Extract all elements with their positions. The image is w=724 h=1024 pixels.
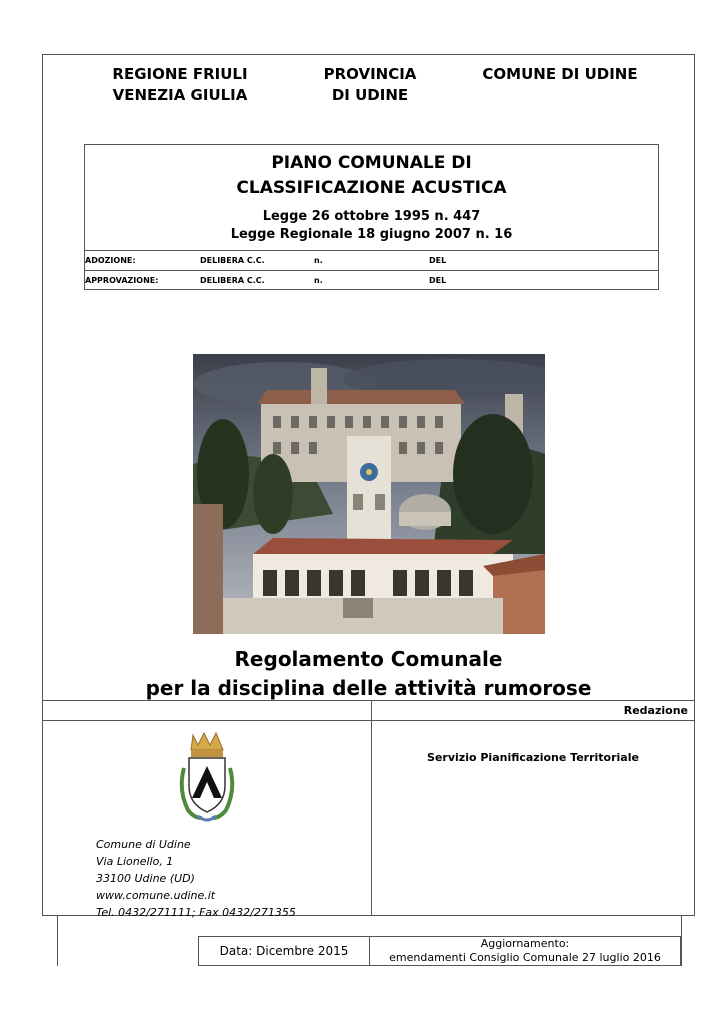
header-comune: COMUNE DI UDINE xyxy=(482,65,638,83)
header-province: PROVINCIA DI UDINE xyxy=(323,65,417,104)
address-web: www.comune.udine.it xyxy=(96,889,216,902)
regolamento-title-1: Regolamento Comunale xyxy=(234,647,503,671)
approvazione-delibera: DELIBERA C.C. xyxy=(200,276,265,285)
table-header-line xyxy=(42,720,695,721)
footer-right-line xyxy=(681,916,682,966)
adozione-n: n. xyxy=(314,256,323,265)
redazione-header: Redazione xyxy=(623,704,688,717)
approvazione-label: APPROVAZIONE: xyxy=(85,276,159,285)
approvazione-n: n. xyxy=(314,276,323,285)
plan-law-1: Legge 26 ottobre 1995 n. 447 xyxy=(262,209,481,224)
plan-law-2: Legge Regionale 18 giugno 2007 n. 16 xyxy=(230,227,513,242)
regolamento-title-2: per la disciplina delle attività rumorose xyxy=(145,676,592,700)
plan-title-2: CLASSIFICAZIONE ACUSTICA xyxy=(236,178,507,198)
redazione-service: Servizio Pianificazione Territoriale xyxy=(427,751,639,764)
footer-update-label: Aggiornamento: xyxy=(480,937,570,950)
table-column-divider xyxy=(371,700,372,916)
footer-update-box xyxy=(369,936,681,966)
approvazione-del: DEL xyxy=(429,276,447,285)
address-name: Comune di Udine xyxy=(96,838,191,851)
plan-row-divider xyxy=(84,270,659,271)
header-region: REGIONE FRIULI VENEZIA GIULIA xyxy=(112,65,248,104)
address-street: Via Lionello, 1 xyxy=(96,855,174,868)
footer-update-text: emendamenti Consiglio Comunale 27 luglio 2016 xyxy=(389,951,661,964)
footer-date-box xyxy=(198,936,370,966)
udine-coat-of-arms xyxy=(176,728,238,824)
address-phone: Tel. 0432/271111; Fax 0432/271355 xyxy=(96,906,296,919)
address-block xyxy=(96,836,296,921)
adozione-delibera: DELIBERA C.C. xyxy=(200,256,265,265)
plan-divider xyxy=(84,250,659,251)
address-city: 33100 Udine (UD) xyxy=(96,872,195,885)
footer-left-line xyxy=(57,916,58,966)
table-top-line xyxy=(42,700,695,701)
adozione-label: ADOZIONE: xyxy=(85,256,136,265)
udine-piazza-photo xyxy=(193,354,545,634)
footer-date: Data: Dicembre 2015 xyxy=(219,944,349,958)
adozione-del: DEL xyxy=(429,256,447,265)
plan-title-1: PIANO COMUNALE DI xyxy=(271,153,472,173)
